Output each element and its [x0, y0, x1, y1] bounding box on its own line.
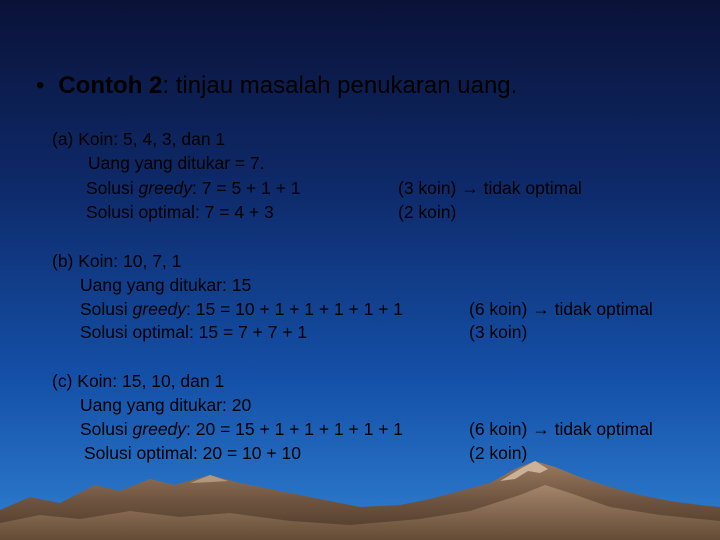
section-a-optimal: Solusi optimal: 7 = 4 + 3 [86, 202, 274, 222]
greedy-suffix: : 20 = 15 + 1 + 1 + 1 + 1 + 1 [186, 419, 404, 439]
section-a-greedy [86, 178, 301, 199]
mountains-decoration [0, 455, 720, 540]
section-c-greedy-note: (6 koin) → tidak optimal [469, 419, 653, 439]
title-bold: Contoh 2 [58, 72, 163, 99]
greedy-word: greedy [138, 178, 193, 198]
section-b-greedy-note: (6 koin) → tidak optimal [469, 299, 653, 319]
section-c-optimal: Solusi optimal: 20 = 10 + 10 [84, 443, 301, 463]
section-b-greedy [80, 299, 403, 320]
section-c-header: (c) Koin: 15, 10, dan 1 [52, 371, 225, 391]
greedy-prefix: Solusi [86, 178, 139, 198]
section-c-uang: Uang yang ditukar: 20 [80, 395, 252, 415]
greedy-prefix: Solusi [80, 419, 133, 439]
section-c-greedy [80, 419, 403, 440]
section-b-header: (b) Koin: 10, 7, 1 [52, 251, 182, 271]
greedy-word: greedy [132, 419, 187, 439]
greedy-word: greedy [132, 299, 187, 319]
greedy-suffix: : 15 = 10 + 1 + 1 + 1 + 1 + 1 [186, 299, 404, 319]
section-c-optimal-note: (2 koin) [469, 443, 528, 463]
greedy-suffix: : 7 = 5 + 1 + 1 [192, 178, 301, 198]
greedy-prefix: Solusi [80, 299, 133, 319]
section-a-optimal-note: (2 koin) [398, 202, 457, 222]
section-b-optimal-note: (3 koin) [469, 322, 528, 342]
section-b-uang: Uang yang ditukar: 15 [80, 275, 252, 295]
slide-title [36, 72, 517, 100]
section-a-uang: Uang yang ditukar = 7. [88, 153, 265, 173]
section-b-optimal: Solusi optimal: 15 = 7 + 7 + 1 [80, 322, 308, 342]
title-rest: : tinjau masalah penukaran uang. [162, 72, 518, 99]
section-a-header: (a) Koin: 5, 4, 3, dan 1 [52, 129, 226, 149]
title-bullet: • [36, 72, 45, 99]
section-a-greedy-note: (3 koin) → tidak optimal [398, 178, 582, 198]
